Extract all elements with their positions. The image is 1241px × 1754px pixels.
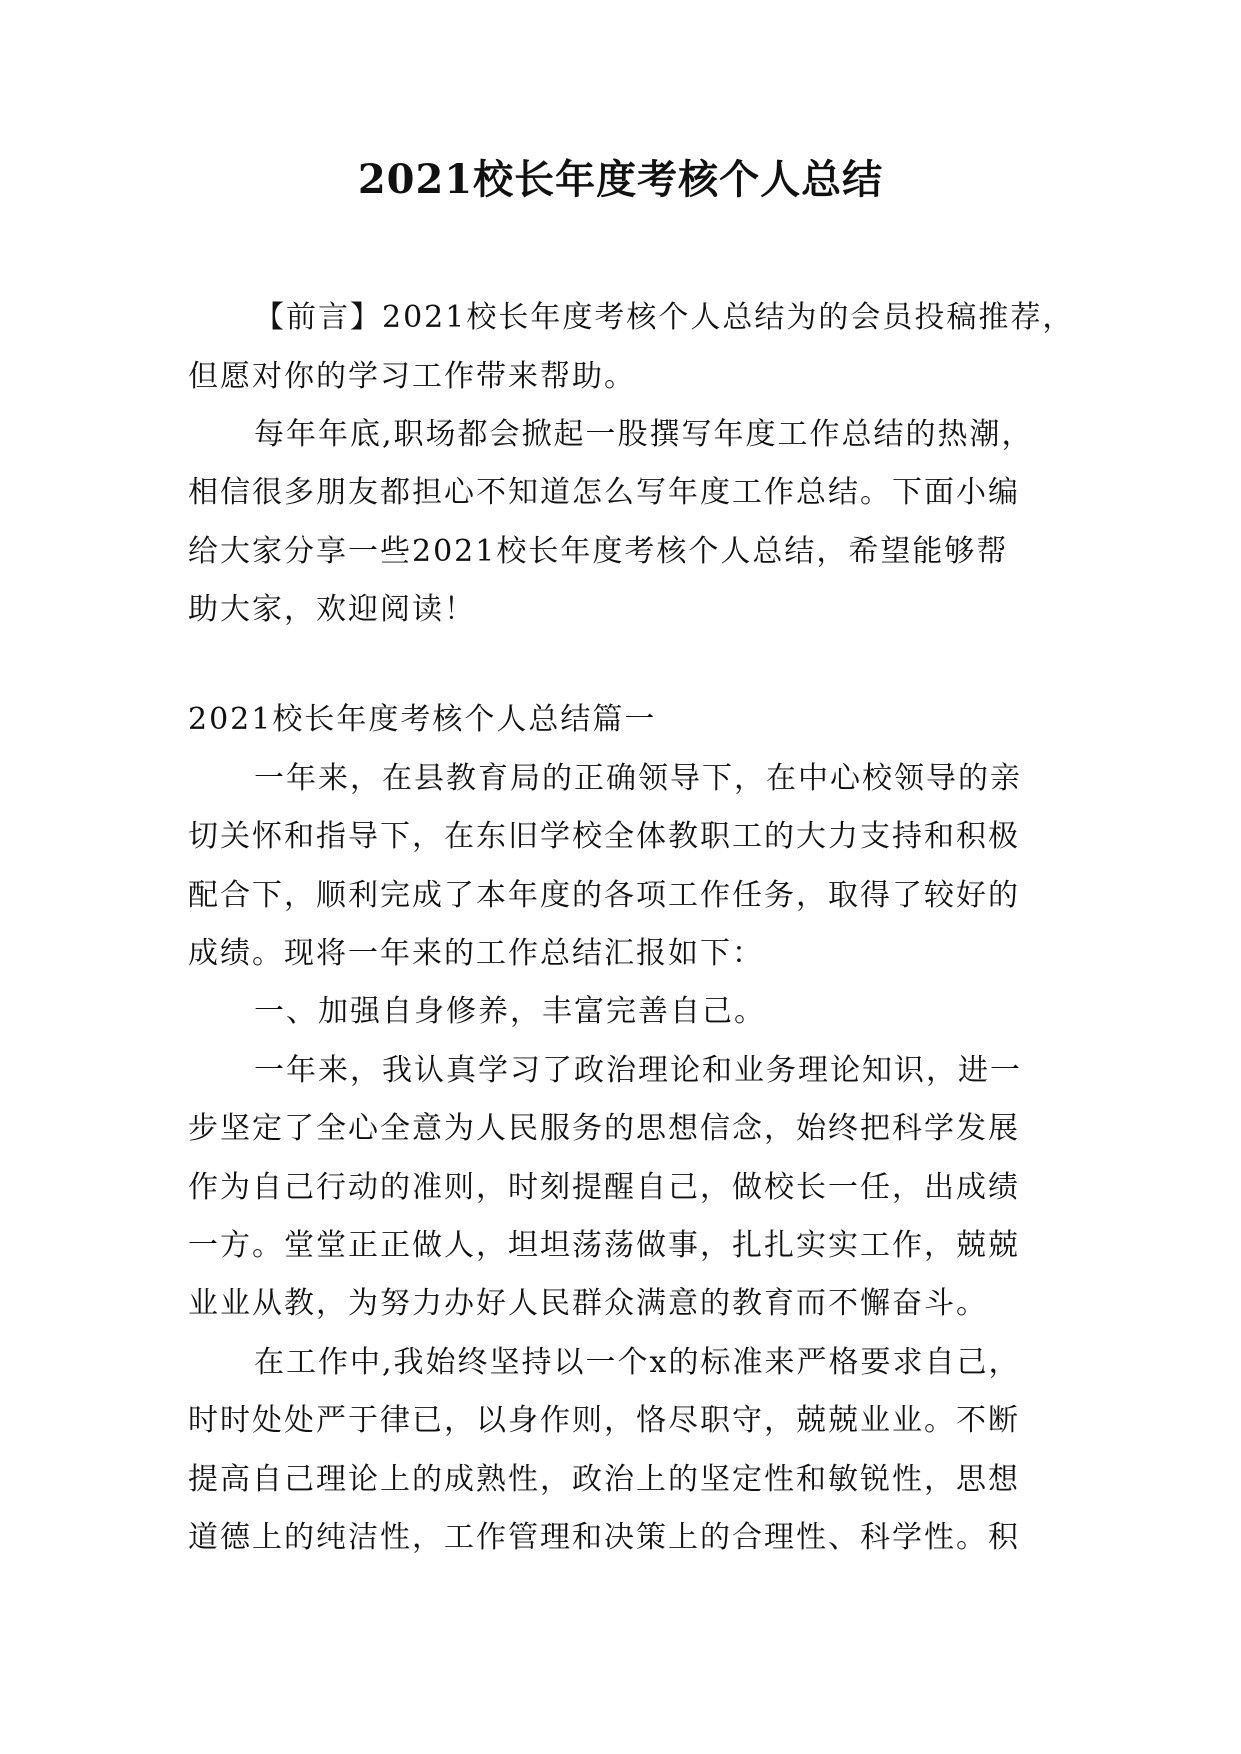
section-heading: 2021校长年度考核个人总结篇一 xyxy=(188,702,657,737)
body-line-1: 一年来，在县教育局的正确领导下，在中心校领导的亲 xyxy=(254,761,1022,796)
subheading-1: 一、加强自身修养，丰富完善自己。 xyxy=(254,994,766,1029)
body-line-9: 业业从教，为努力办好人民群众满意的教育而不懈奋斗。 xyxy=(188,1286,988,1321)
body-line-5: 一年来，我认真学习了政治理论和业务理论知识，进一 xyxy=(254,1053,1022,1088)
body-line-8: 一方。堂堂正正做人，坦坦荡荡做事，扎扎实实工作，兢兢 xyxy=(188,1228,1020,1263)
body-line-6: 步坚定了全心全意为人民服务的思想信念，始终把科学发展 xyxy=(188,1111,1020,1146)
body-line-12: 提高自己理论上的成熟性，政治上的坚定性和敏锐性，思想 xyxy=(188,1462,1020,1497)
intro-line-4: 助大家，欢迎阅读！ xyxy=(188,592,476,627)
body-line-11: 时时处处严于律已，以身作则，恪尽职守，兢兢业业。不断 xyxy=(188,1403,1020,1438)
intro-line-3: 给大家分享一些2021校长年度考核个人总结，希望能够帮 xyxy=(188,534,1009,569)
body-line-3: 配合下，顺利完成了本年度的各项工作任务，取得了较好的 xyxy=(188,878,1020,913)
document-title: 2021校长年度考核个人总结 xyxy=(357,156,884,203)
body-line-4: 成绩。现将一年来的工作总结汇报如下： xyxy=(188,936,764,971)
preface-line-1: 【前言】2021校长年度考核个人总结为的会员投稿推荐， xyxy=(254,300,1075,335)
preface-line-2: 但愿对你的学习工作带来帮助。 xyxy=(188,359,636,394)
body-line-13: 道德上的纯洁性，工作管理和决策上的合理性、科学性。积 xyxy=(188,1520,1020,1555)
body-line-2: 切关怀和指导下，在东旧学校全体教职工的大力支持和积极 xyxy=(188,819,1020,854)
body-line-10: 在工作中,我始终坚持以一个x的标准来严格要求自己， xyxy=(254,1345,1021,1380)
body-line-7: 作为自己行动的准则，时刻提醒自己，做校长一任，出成绩 xyxy=(188,1170,1020,1205)
intro-line-1: 每年年底,职场都会掀起一股撰写年度工作总结的热潮， xyxy=(254,417,1034,452)
intro-line-2: 相信很多朋友都担心不知道怎么写年度工作总结。下面小编 xyxy=(188,475,1020,510)
